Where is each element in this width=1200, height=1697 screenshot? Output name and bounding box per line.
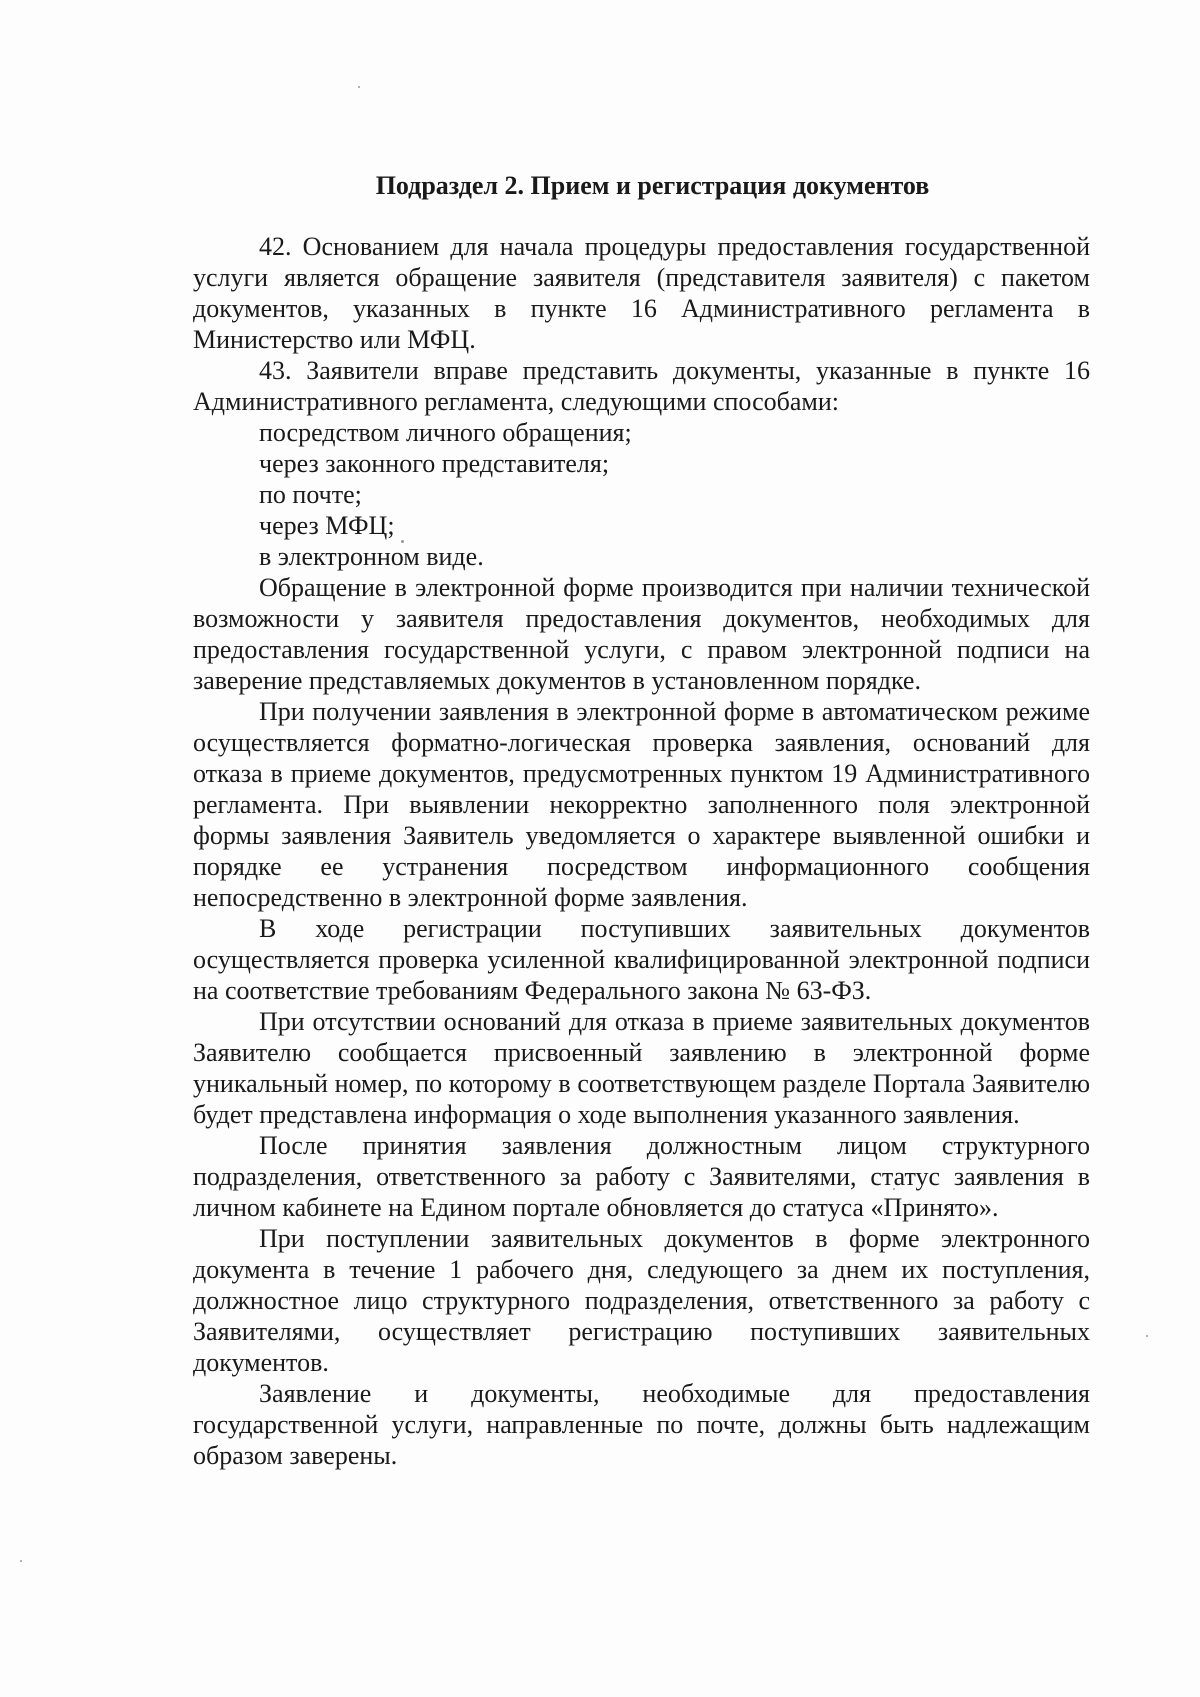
- paragraph-43: 43. Заявители вправе представить документы, указанные в пункте 16 Административного регламента, следующими способами:: [193, 356, 1090, 416]
- list-item-electronic: в электронном виде.: [259, 542, 484, 571]
- scan-speck: [358, 86, 360, 88]
- paragraph-registration: При поступлении заявительных документов в форме электронного документа в течение 1 рабочего дня, следующего за днем их поступления, должностное лицо структурного подразделения, ответственного за работу с Заявителями, осуществляет регистрацию поступивших заявительных документов.: [193, 1224, 1090, 1377]
- paragraph-unique-number: При отсутствии оснований для отказа в приеме заявительных документов Заявителю сообщается присвоенный заявлению в электронной форме уникальный номер, по которому в соответствующем разделе Портала Заявителю будет представлена информация о ходе выполнения указанного заявления.: [193, 1007, 1090, 1129]
- list-item-representative: через законного представителя;: [259, 449, 610, 478]
- list-item-personal: посредством личного обращения;: [259, 418, 632, 447]
- list-item-mfc: через МФЦ;: [259, 511, 395, 540]
- paragraph-mail-certification: Заявление и документы, необходимые для предоставления государственной услуги, направленные по почте, должны быть надлежащим образом заверены.: [193, 1379, 1090, 1470]
- paragraph-format-check: При получении заявления в электронной форме в автоматическом режиме осуществляется форматно-логическая проверка заявления, оснований для отказа в приеме документов, предусмотренных пунктом 19 Административного регламента. При выявлении некорректно заполненного поля электронной формы заявления Заявитель уведомляется о характере выявленной ошибки и порядке ее устранения посредством информационного сообщения непосредственно в электронной форме заявления.: [193, 697, 1090, 912]
- paragraph-42: 42. Основанием для начала процедуры предоставления государственной услуги является обращение заявителя (представителя заявителя) с пакетом документов, указанных в пункте 16 Административного регламента в Министерство или МФЦ.: [193, 232, 1090, 354]
- section-heading: Подраздел 2. Прием и регистрация документов: [375, 171, 930, 200]
- paragraph-signature-check: В ходе регистрации поступивших заявительных документов осуществляется проверка усиленной квалифицированной электронной подписи на соответствие требованиям Федерального закона № 63-ФЗ.: [193, 914, 1090, 1005]
- scan-speck: [20, 1560, 22, 1562]
- paragraph-status-accepted: После принятия заявления должностным лицом структурного подразделения, ответственного за работу с Заявителями, статус заявления в личном кабинете на Едином портале обновляется до статуса «Принято».: [193, 1131, 1090, 1222]
- list-item-mail: по почте;: [259, 480, 362, 509]
- paragraph-electronic-request: Обращение в электронной форме производится при наличии технической возможности у заявителя предоставления документов, необходимых для предоставления государственной услуги, с правом электронной подписи на заверение представляемых документов в установленном порядке.: [193, 573, 1090, 695]
- scan-speck: [1146, 1335, 1148, 1337]
- document-body: [193, 170, 1090, 1471]
